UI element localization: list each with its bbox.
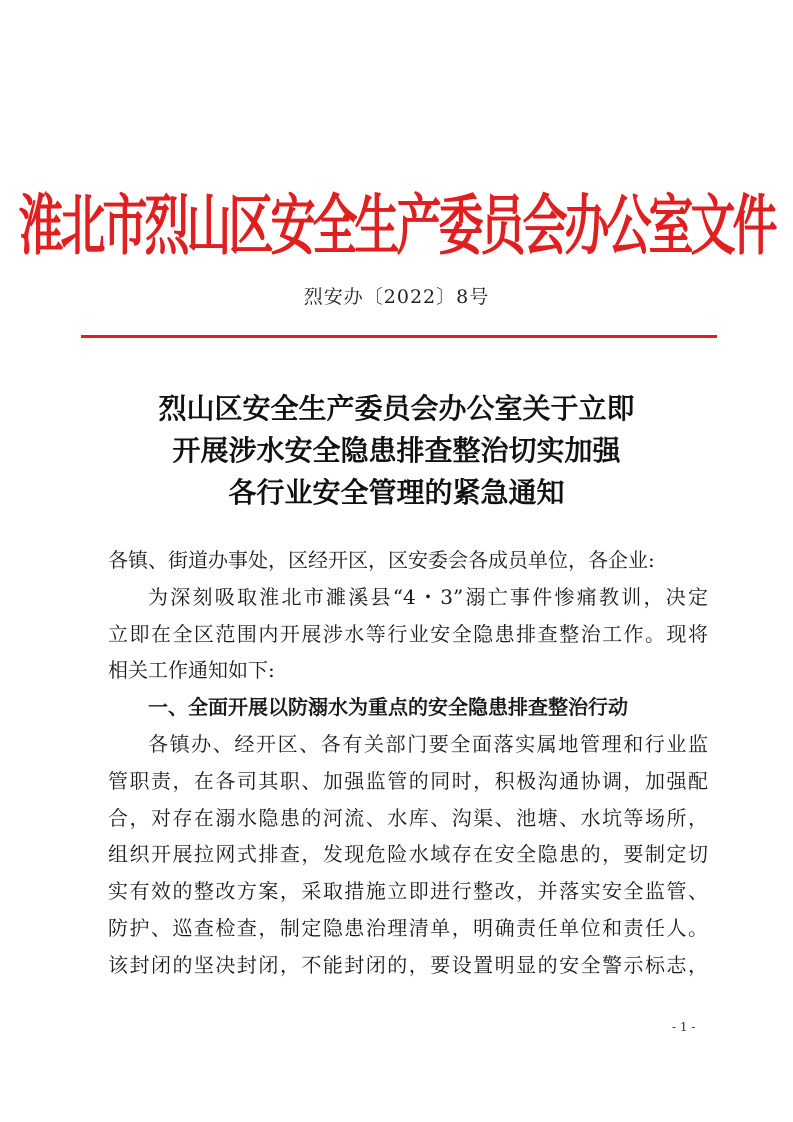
section-line: 实有效的整改方案，采取措施立即进行整改，并落实安全监管、 [108, 879, 708, 904]
section-line: 管职责，在各司其职、加强监管的同时，积极沟通协调，加强配 [108, 768, 708, 793]
salutation: 各镇、街道办事处，区经开区，区安委会各成员单位，各企业: [108, 548, 655, 572]
title-line: 开展涉水安全隐患排查整治切实加强 [172, 434, 621, 467]
notice-title [0, 388, 793, 514]
notice-body [108, 542, 708, 984]
title-line: 各行业安全管理的紧急通知 [228, 476, 565, 509]
section-line: 防护、巡查检查，制定隐患治理清单，明确责任单位和责任人。 [108, 915, 708, 940]
masthead-title: 淮北市烈山区安全生产委员会办公室文件 [18, 186, 775, 264]
red-divider-line [81, 335, 717, 338]
section-line: 各镇办、经开区、各有关部门要全面落实属地管理和行业监 [148, 731, 708, 756]
intro-line: 为深刻吸取淮北市濉溪县“4・3”溺亡事件惨痛教训，决定 [148, 584, 708, 609]
document-number: 烈安办〔2022〕8号 [303, 286, 490, 308]
intro-line: 相关工作通知如下: [108, 658, 275, 683]
section-line: 组织开展拉网式排查，发现危险水域存在安全隐患的，要制定切 [108, 842, 708, 867]
title-line: 烈山区安全生产委员会办公室关于立即 [158, 392, 635, 425]
section-heading: 一、全面开展以防溺水为重点的安全隐患排查整治行动 [148, 695, 628, 720]
intro-line: 立即在全区范围内开展涉水等行业安全隐患排查整治工作。现将 [108, 621, 708, 646]
section-line: 合，对存在溺水隐患的河流、水库、沟渠、池塘、水坑等场所， [108, 805, 708, 830]
section-line: 该封闭的坚决封闭，不能封闭的，要设置明显的安全警示标志， [108, 952, 708, 977]
page-number: - 1 - [672, 1020, 696, 1034]
